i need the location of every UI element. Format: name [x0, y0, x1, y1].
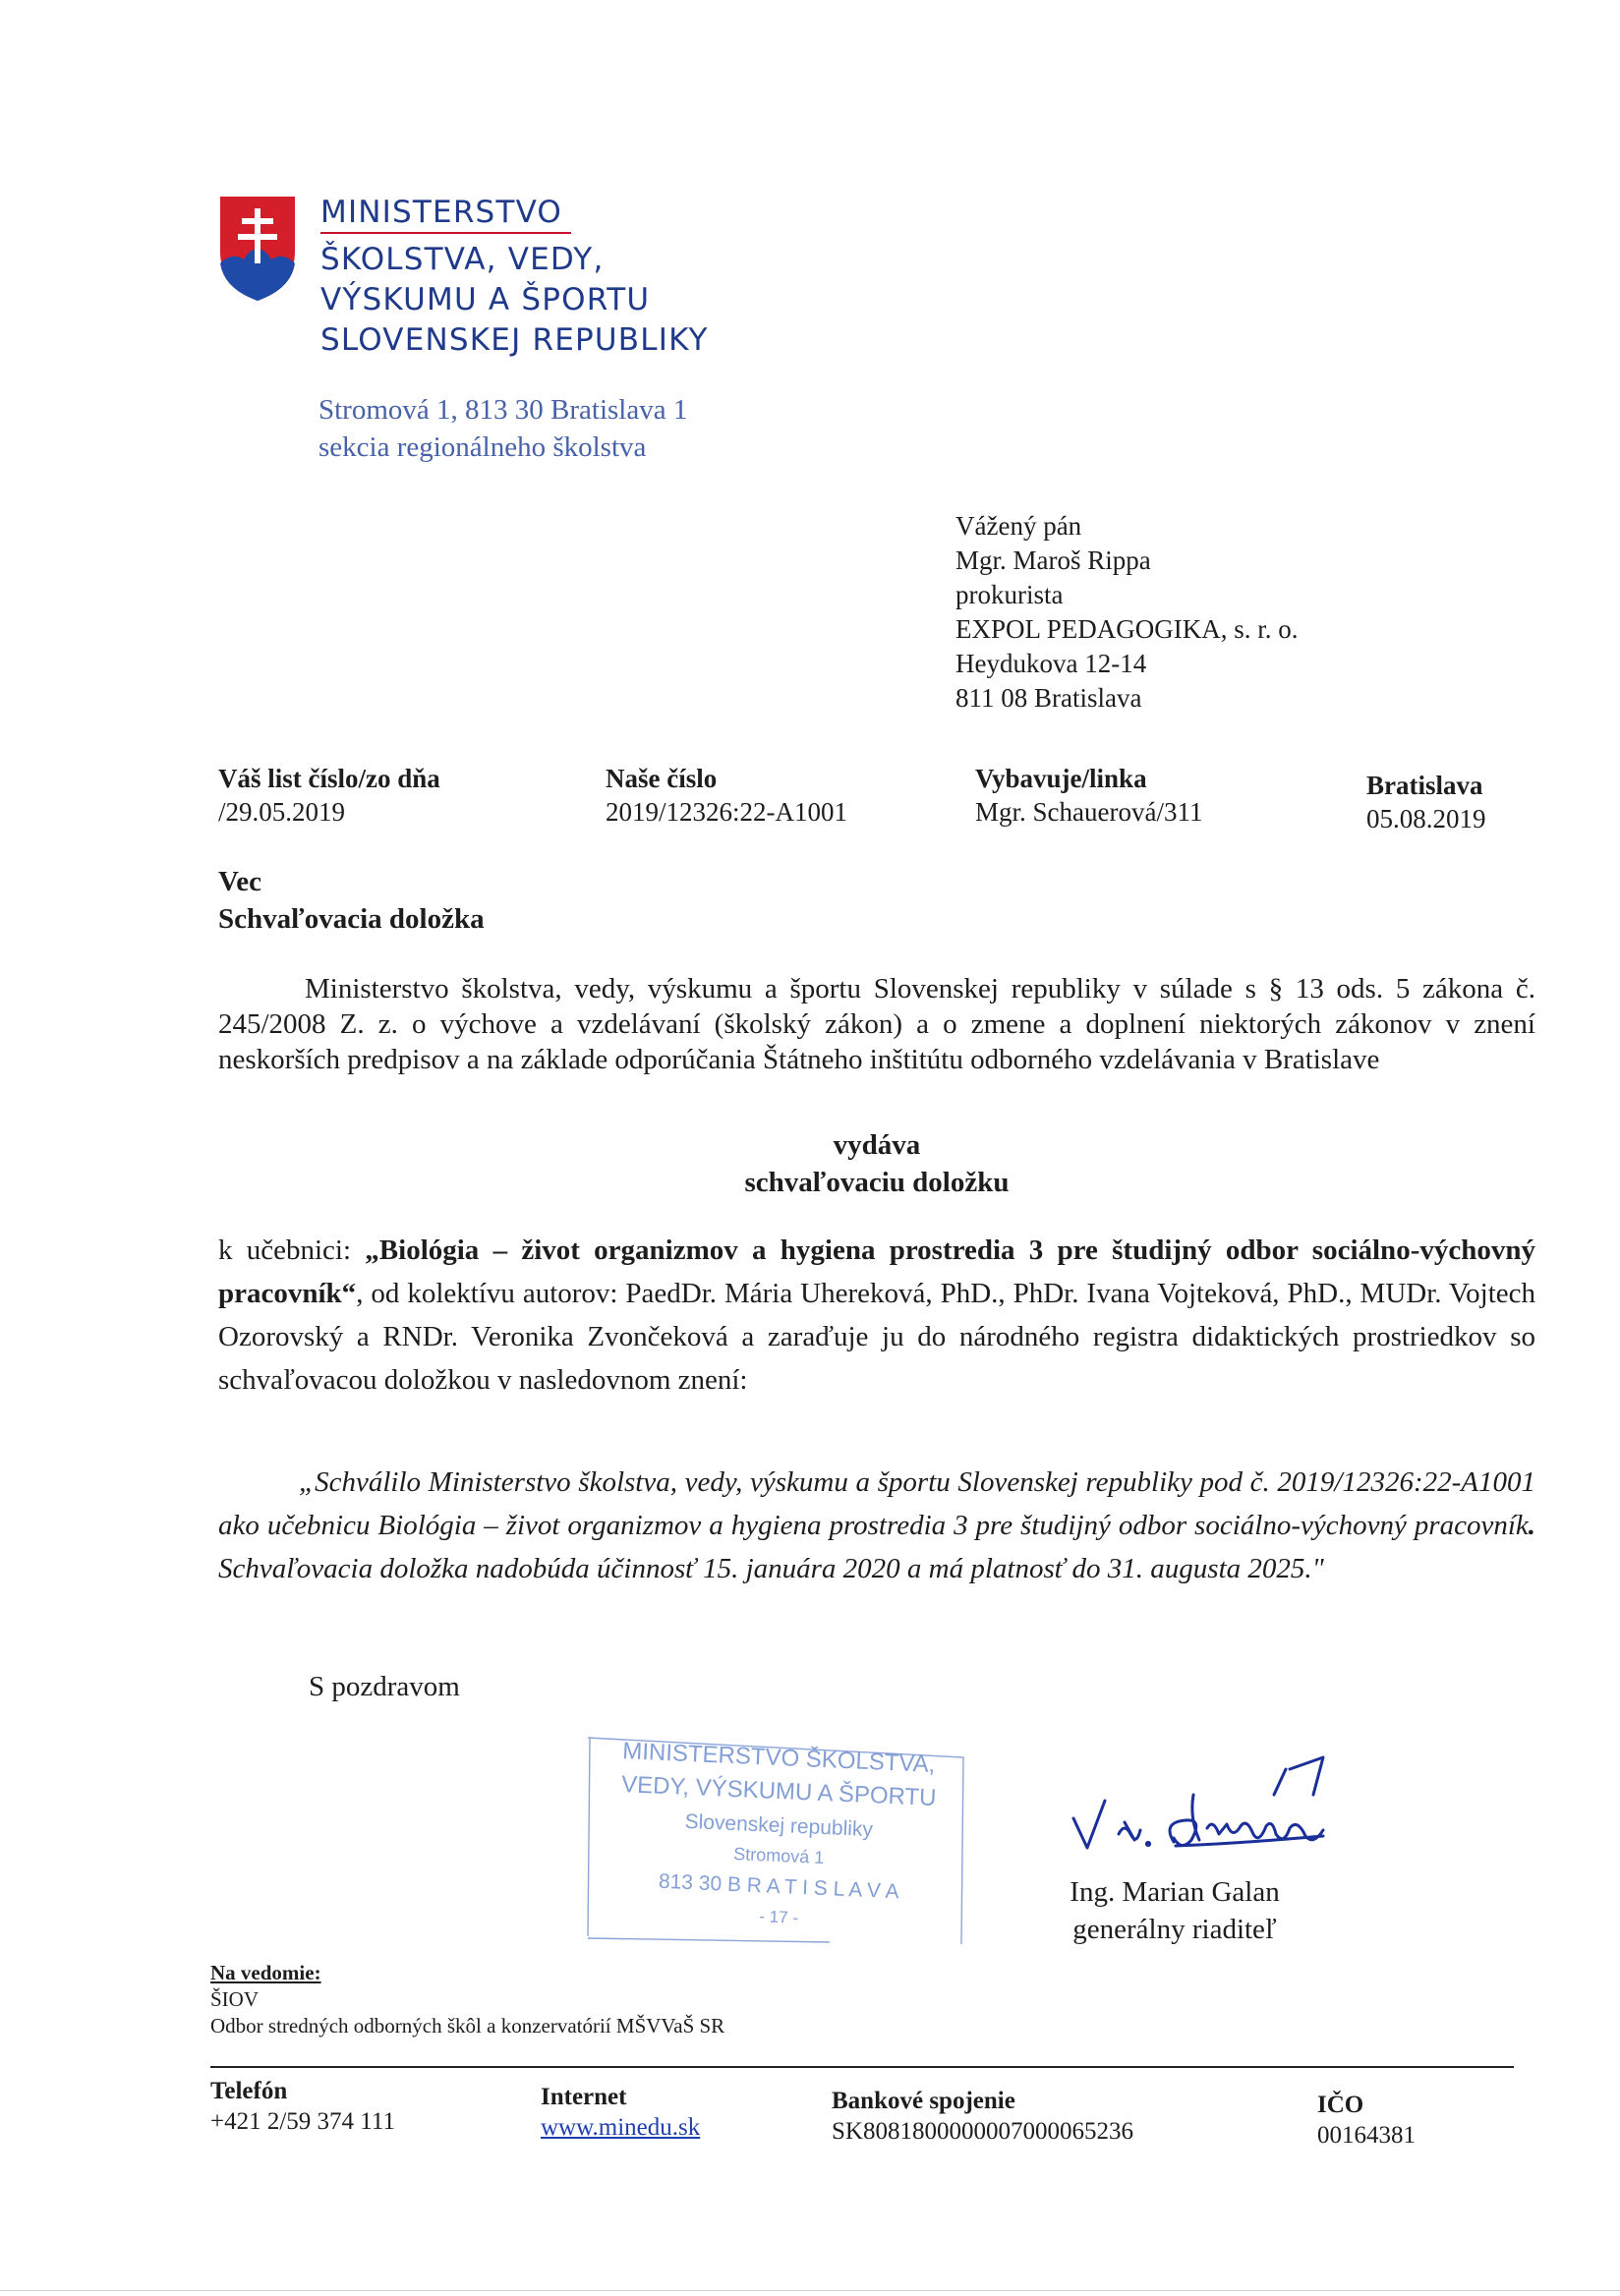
recipient-line: Mgr. Maroš Rippa: [955, 545, 1151, 575]
greeting: S pozdravom: [309, 1671, 460, 1702]
footer-ico-label: IČO: [1317, 2092, 1364, 2118]
stamp-text-line: Stromová 1: [732, 1844, 825, 1868]
footer-bank: [832, 2086, 1133, 2147]
textbook-details: , od kolektívu autorov: PaedDr. Mária Uhereková, PhD., PhDr. Ivana Vojteková, PhD., MUDr. Vojtech Ozorovský a RNDr. Veronika Zvončeková a zaraďuje ju do národného registra didaktických prostriedkov so schvaľovacou doložkou v nasledovnom znení:: [218, 1278, 1535, 1396]
ref-date-value: 05.08.2019: [1366, 804, 1486, 833]
stamp-text-line: MINISTERSTVO ŠKOLSTVA,: [621, 1738, 936, 1778]
slovak-coat-of-arms-icon: [218, 195, 297, 303]
footer-phone-value: +421 2/59 374 111: [210, 2108, 395, 2135]
textbook-prefix: k učebnici:: [218, 1234, 366, 1266]
footer-phone-label: Telefón: [210, 2078, 288, 2104]
handwritten-signature: [1066, 1750, 1351, 1867]
sender-address-line: Stromová 1, 813 30 Bratislava 1: [318, 394, 688, 426]
page-bottom-edge: [0, 2290, 1620, 2291]
textbook-title: „Biológia – život organizmov a hygiena prostredia 3 pre študijný odbor sociálno-výchovný pracovník“: [218, 1234, 1535, 1309]
approval-clause: [218, 1461, 1535, 1590]
footer-ico: [1317, 2090, 1416, 2151]
recipient-line: 811 08 Bratislava: [955, 683, 1142, 713]
ministry-name-line: SLOVENSKEJ REPUBLIKY: [320, 322, 709, 358]
ministry-name-line: ŠKOLSTVA, VEDY,: [320, 242, 605, 277]
recipient-address: [955, 509, 1299, 716]
subject: [218, 863, 485, 938]
signer-role: generálny riaditeľ: [1072, 1914, 1277, 1945]
stamp-text-line: VEDY, VÝSKUMU A ŠPORTU: [620, 1771, 938, 1811]
ref-handled-by-value: Mgr. Schauerová/311: [975, 797, 1203, 827]
approval-clause-start: „Schválilo Ministerstvo školstva, vedy, výskumu a športu Slovenskej republiky pod č. 2019/12326:22-A1001 ako učebnicu Biológia – život organizmov a hygiena prostredia 3 pre študijný odbor sociálno-výchovný pracovník: [218, 1466, 1535, 1541]
stamp-text-line: 813 30 B R A T I S L A V A: [658, 1869, 900, 1904]
recipient-line: Heydukova 12-14: [955, 649, 1147, 678]
ref-our-number-label: Naše číslo: [606, 764, 718, 793]
footer-ico-value: 00164381: [1317, 2122, 1416, 2149]
ref-our-number: [606, 762, 847, 829]
footer-phone: [210, 2076, 395, 2137]
subject-label: Vec: [218, 866, 262, 897]
sender-address: [318, 391, 687, 466]
copy-to-item: Odbor stredných odborných škôl a konzervatórií MŠVVaŠ SR: [210, 2014, 725, 2038]
footer-divider: [210, 2066, 1514, 2068]
approval-clause-period: .: [1528, 1510, 1535, 1541]
intro-paragraph: Ministerstvo školstva, vedy, výskumu a športu Slovenskej republiky v súlade s § 13 ods. 5 zákona č. 245/2008 Z. z. o výchove a vzdelávaní (školský zákon) a o zmene a doplnení niektorých zákonov v znení neskorších predpisov a na základe odporúčania Štátneho inštitútu odborného vzdelávania v Bratislave: [218, 973, 1535, 1075]
recipient-line: EXPOL PEDAGOGIKA, s. r. o.: [955, 614, 1299, 644]
footer-internet: [541, 2082, 700, 2143]
ministry-name-line: VÝSKUMU A ŠPORTU: [320, 282, 651, 317]
ref-handled-by-label: Vybavuje/linka: [975, 764, 1147, 793]
recipient-line: Vážený pán: [955, 511, 1082, 541]
copy-to-item: ŠIOV: [210, 1987, 260, 2011]
issues-heading: vydáva: [833, 1129, 921, 1161]
ref-your-letter-label: Váš list číslo/zo dňa: [218, 764, 440, 793]
footer-website-link[interactable]: www.minedu.sk: [541, 2114, 701, 2141]
stamp-text-line: Slovenskej republiky: [684, 1809, 874, 1842]
ref-your-letter-value: /29.05.2019: [218, 797, 346, 827]
ref-handled-by: [975, 762, 1202, 829]
copy-to: [210, 1960, 724, 2039]
recipient-line: prokurista: [955, 580, 1064, 609]
footer-bank-label: Bankové spojenie: [832, 2088, 1015, 2114]
subject-title: Schvaľovacia doložka: [218, 903, 485, 935]
ref-our-number-value: 2019/12326:22-A1001: [606, 797, 847, 827]
signer-name: Ing. Marian Galan: [1070, 1876, 1280, 1908]
footer-bank-value: SK8081800000007000065236: [832, 2118, 1133, 2145]
footer-internet-label: Internet: [541, 2084, 627, 2110]
ref-your-letter: [218, 762, 440, 829]
textbook-paragraph: [218, 1229, 1535, 1402]
approval-clause-end: Schvaľovacia doložka nadobúda účinnosť 15. januára 2020 a má platnosť do 31. augusta 2025.": [218, 1553, 1324, 1584]
sender-address-line: sekcia regionálneho školstva: [318, 431, 647, 463]
ministry-name-line: MINISTERSTVO: [320, 195, 563, 230]
signer-block: [1042, 1873, 1307, 1948]
ref-place-label: Bratislava: [1366, 771, 1483, 800]
stamp-text-line: - 17 -: [759, 1907, 799, 1927]
ministry-name: [320, 193, 709, 361]
ministry-stamp: [584, 1730, 967, 1948]
copy-to-label: Na vedomie:: [210, 1961, 321, 1984]
issues-object-heading: schvaľovaciu doložku: [744, 1167, 1010, 1198]
ref-place-date: [1366, 769, 1486, 835]
